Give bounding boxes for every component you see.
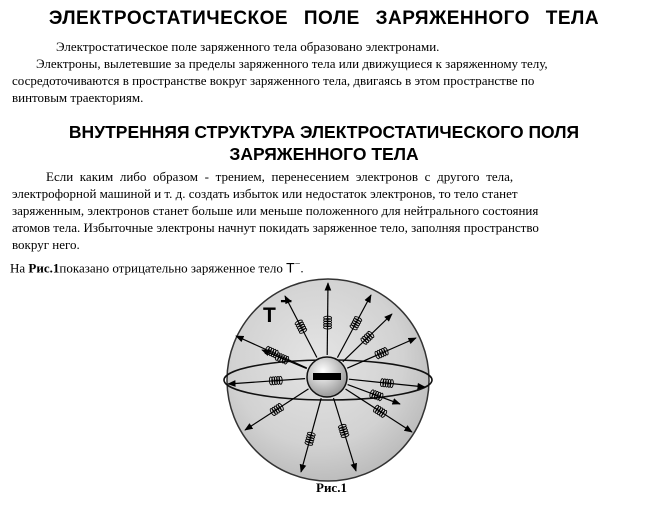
body-label-T: T	[263, 304, 276, 327]
body-line-2: электрофорной машиной и т. д. создать избыток или недостаток электронов, то тело станет	[12, 186, 518, 201]
body-line-1: Если каким либо образом - трением, перенесением электронов с другого тела,	[46, 169, 514, 184]
section-title-line-2: ЗАРЯЖЕННОГО ТЕЛА	[229, 144, 419, 164]
body-line-4: атомов тела. Избыточные электроны начнут покидать заряженное тело, заполняя пространство	[12, 220, 539, 235]
body-line-3: заряженным, электронов станет больше или меньше положенного для нейтрального состояния	[12, 203, 539, 218]
intro-line-3: сосредоточиваются в пространстве вокруг заряженного тела, двигаясь в этом пространстве по	[12, 73, 535, 88]
figure-ref-sup: −	[294, 259, 301, 270]
body-label-minus: −	[280, 290, 293, 313]
figure-ref-suffix: .	[300, 260, 304, 276]
figure-ref-link: Рис.1	[28, 260, 60, 276]
negative-charge-sign	[313, 373, 341, 380]
intro-line-4: винтовым траекториям.	[12, 90, 144, 105]
intro-line-1: Электростатическое поле заряженного тела образовано электронами.	[56, 39, 440, 54]
page-title: ЭЛЕКТРОСТАТИЧЕСКОЕ ПОЛЕ ЗАРЯЖЕННОГО ТЕЛА	[48, 8, 600, 29]
body-line-5: вокруг него.	[12, 237, 80, 252]
figure-ref-symbol: T	[286, 259, 295, 276]
section-title-line-1: ВНУТРЕННЯЯ СТРУКТУРА ЭЛЕКТРОСТАТИЧЕСКОГО ПОЛЯ	[68, 122, 580, 142]
figure-ref-text: показано отрицательно заряженное тело	[59, 260, 287, 276]
intro-line-2: Электроны, вылетевшие за пределы заряженного тела или движущиеся к заряженному телу,	[36, 56, 548, 71]
figure-caption: Рис.1	[316, 480, 347, 495]
figure-ref-prefix: На	[10, 260, 29, 276]
